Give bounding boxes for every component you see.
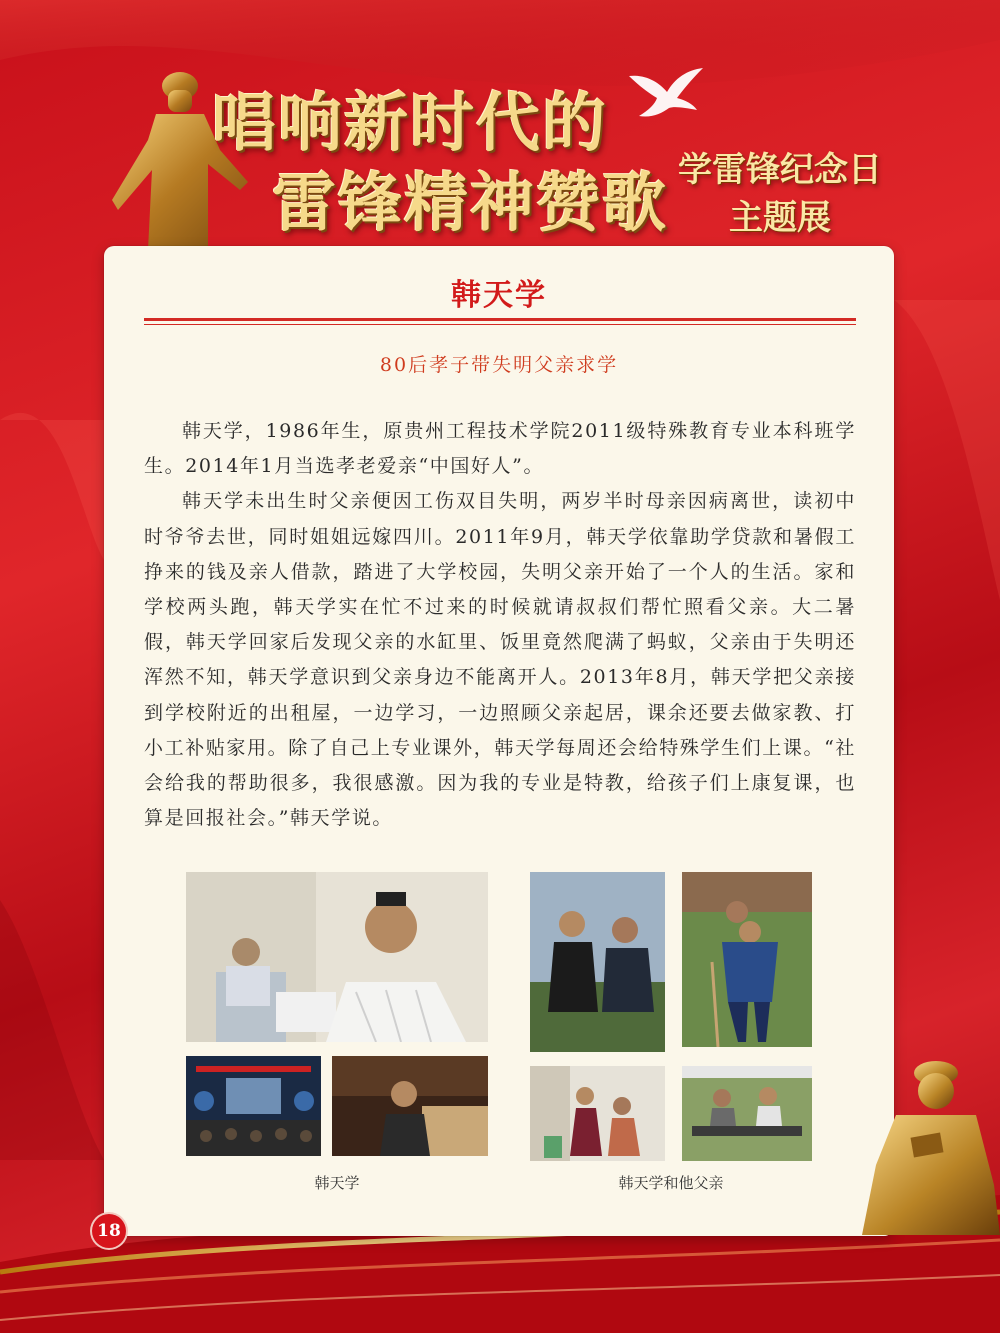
exhibit-subtitle-line-2: 主题展 [729,198,831,238]
article-body [144,414,856,836]
title-line-1: 唱响新时代的 [212,86,608,161]
photo-son-father-sitting [530,872,665,1052]
photo-outdoor-table [682,1066,812,1161]
photo-carrying-father [682,872,812,1047]
dove-icon [625,64,705,124]
article-paragraph: 韩天学，1986年生，原贵州工程技术学院2011级特殊教育专业本科班学生。2014年1月当选孝老爱亲“中国好人”。 [144,420,856,478]
exhibit-subtitle-line-1: 学雷锋纪念日 [678,150,882,190]
title-line-2: 雷锋精神赞歌 [272,166,668,241]
article-paragraph: 韩天学未出生时父亲便因工伤双目失明，两岁半时母亲因病离世，读初中时爷爷去世，同时姐姐远嫁四川。2011年9月，韩天学依靠助学贷款和暑假工挣来的钱及亲人借款，踏进了大学校园，失明父亲开始了一个人的生活。家和学校两头跑，韩天学实在忙不过来的时候就请叔叔们帮忙照看父亲。大二暑假，韩天学回家后发现父亲的水缸里、饭里竟然爬满了蚂蚁，父亲由于失明还浑然不知，韩天学意识到父亲身边不能离开人。2013年8月，韩天学把父亲接到学校附近的出租屋，一边学习，一边照顾父亲起居，课余还要去做家教、打小工补贴家用。除了自己上专业课外，韩天学每周还会给特殊学生们上课。“社会给我的帮助很多，我很感激。因为我的专业是特教，给孩子们上康复课，也算是回报社会。”韩天学说。 [144,490,856,830]
article-subtitle: 80后孝子带失明父亲求学 [379,354,619,376]
divider-thin [144,324,856,325]
content-card [104,246,894,1236]
divider-thick [144,318,856,321]
soldier-statue-icon [856,1055,1000,1235]
photo-caring-indoors [530,1066,665,1161]
photo-interview [186,872,488,1042]
photo-speaking [332,1056,488,1156]
page-number: 18 [92,1214,126,1248]
photo-caption-right: 韩天学和他父亲 [618,1174,724,1192]
header-banner [0,0,1000,250]
photo-caption-left: 韩天学 [314,1174,360,1192]
person-name: 韩天学 [451,278,547,313]
photo-classroom [186,1056,321,1156]
